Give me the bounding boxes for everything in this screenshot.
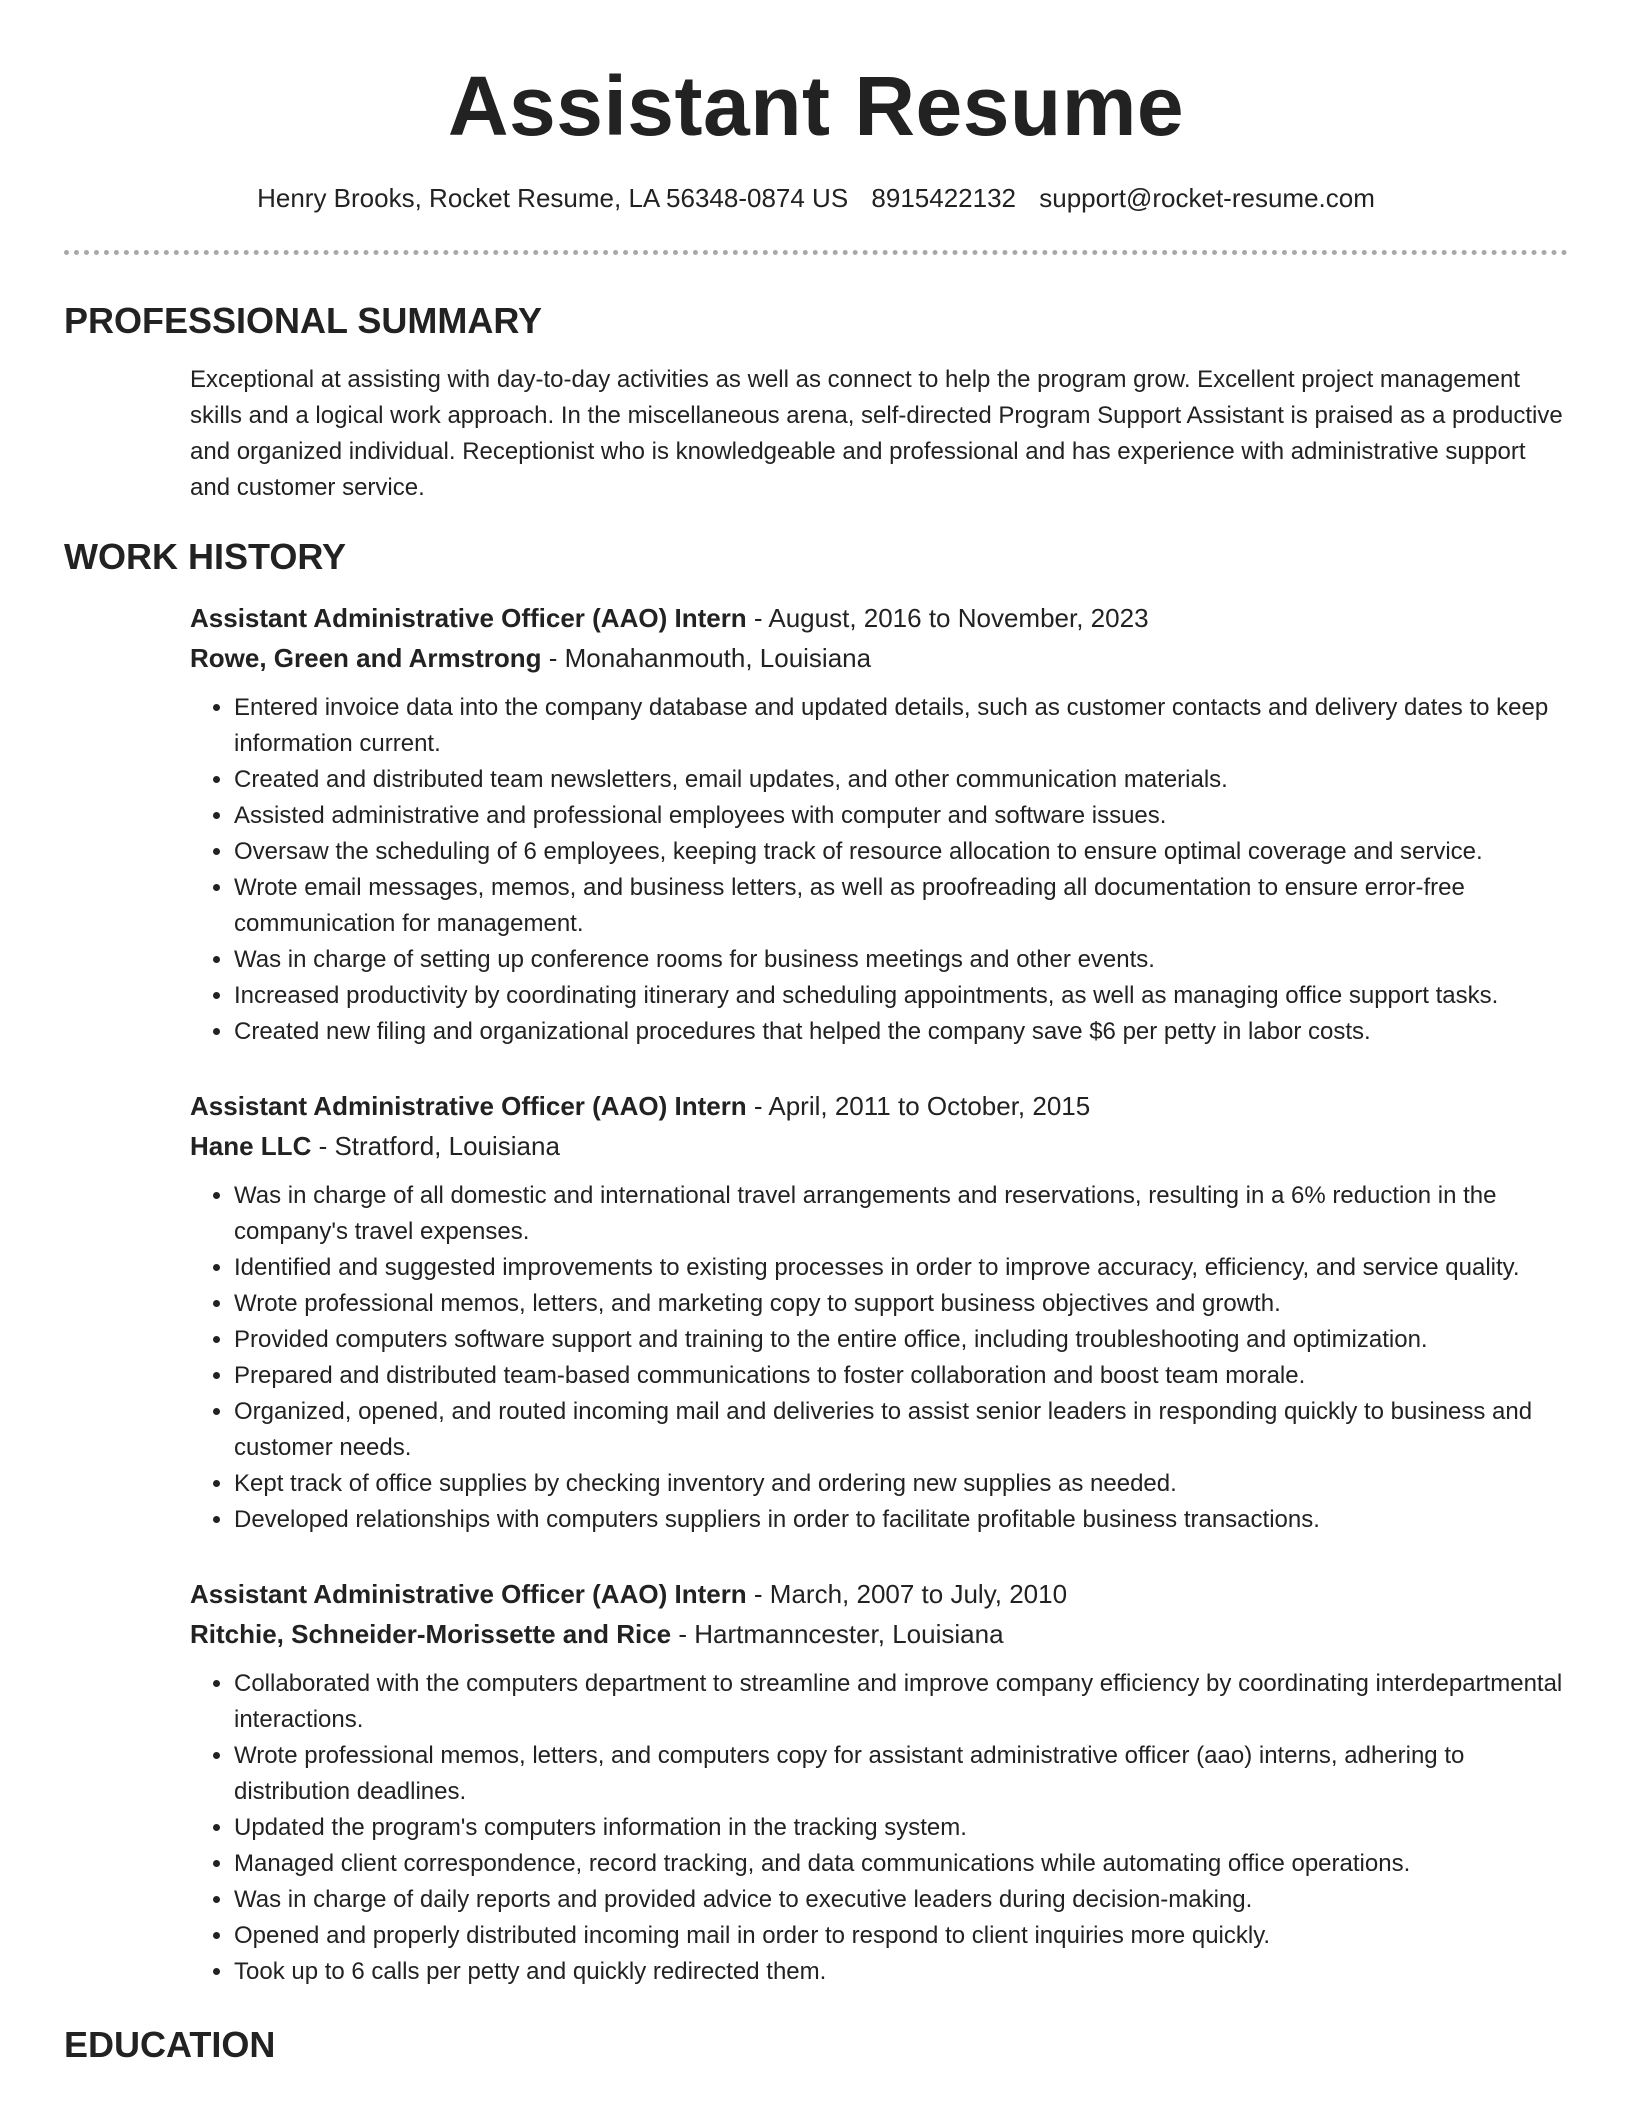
job-entry <box>190 598 1568 1050</box>
job-title: Assistant Administrative Officer (AAO) Intern <box>190 1579 747 1609</box>
duty-item: • Created and distributed team newsletters, email updates, and other communication materials. <box>234 762 1574 798</box>
duty-item: • Prepared and distributed team-based communications to foster collaboration and boost team morale. <box>234 1358 1574 1394</box>
job-company-line <box>190 638 1568 678</box>
job-dates: - August, 2016 to November, 2023 <box>746 603 1149 633</box>
summary-text: Exceptional at assisting with day-to-day activities as well as connect to help the program grow. Excellent project management skills and a logical work approach. In the miscellaneous arena, self-directed Program Support Assistant is praised as a productive and organized individual. Receptionist who is knowledgeable and professional and has experience with administrative support and customer service. <box>190 366 1563 501</box>
job-title-line <box>190 598 1568 638</box>
summary-heading: PROFESSIONAL SUMMARY <box>64 300 543 341</box>
duty-item: • Developed relationships with computers suppliers in order to facilitate profitable business transactions. <box>234 1502 1574 1538</box>
job-company-line <box>190 1126 1568 1166</box>
contact-line <box>0 180 1632 216</box>
duty-list <box>190 690 1574 1050</box>
duty-list <box>190 1178 1574 1538</box>
job-company-line <box>190 1614 1568 1654</box>
education-heading: EDUCATION <box>64 2024 276 2065</box>
duty-item: • Wrote email messages, memos, and business letters, as well as proofreading all documentation to ensure error-free communication for management. <box>234 870 1574 942</box>
duty-item: • Wrote professional memos, letters, and computers copy for assistant administrative officer (aao) interns, adhering to distribution deadlines. <box>234 1738 1574 1810</box>
duty-item: • Organized, opened, and routed incoming mail and deliveries to assist senior leaders in responding quickly to business and customer needs. <box>234 1394 1574 1466</box>
job-company: Hane LLC <box>190 1131 312 1161</box>
duty-item: • Collaborated with the computers department to streamline and improve company efficiency by coordinating interdepartmental interactions. <box>234 1666 1574 1738</box>
job-title-line <box>190 1574 1568 1614</box>
duty-item: • Oversaw the scheduling of 6 employees, keeping track of resource allocation to ensure optimal coverage and service. <box>234 834 1574 870</box>
duty-item: • Entered invoice data into the company database and updated details, such as customer contacts and delivery dates to keep information current. <box>234 690 1574 762</box>
duty-item: • Was in charge of daily reports and provided advice to executive leaders during decision-making. <box>234 1882 1574 1918</box>
duty-item: • Was in charge of all domestic and international travel arrangements and reservations, resulting in a 6% reduction in the company's travel expenses. <box>234 1178 1574 1250</box>
duty-item: • Took up to 6 calls per petty and quickly redirected them. <box>234 1954 1574 1990</box>
duty-item: • Identified and suggested improvements to existing processes in order to improve accuracy, efficiency, and service quality. <box>234 1250 1574 1286</box>
work-history-heading: WORK HISTORY <box>64 536 347 577</box>
summary-section <box>190 362 1568 506</box>
header-divider <box>64 250 1568 255</box>
contact-phone: 8915422132 <box>871 183 1017 213</box>
work-history-section <box>190 598 1568 1990</box>
job-location: - Monahanmouth, Louisiana <box>541 643 872 673</box>
duty-item: • Kept track of office supplies by checking inventory and ordering new supplies as needed. <box>234 1466 1574 1502</box>
duty-item: • Created new filing and organizational procedures that helped the company save $6 per petty in labor costs. <box>234 1014 1574 1050</box>
contact-address: Henry Brooks, Rocket Resume, LA 56348-0874 US <box>257 183 849 213</box>
job-title-line <box>190 1086 1568 1126</box>
job-location: - Hartmanncester, Louisiana <box>671 1619 1004 1649</box>
job-location: - Stratford, Louisiana <box>311 1131 560 1161</box>
duty-item: • Wrote professional memos, letters, and marketing copy to support business objectives and growth. <box>234 1286 1574 1322</box>
duty-item: • Managed client correspondence, record tracking, and data communications while automating office operations. <box>234 1846 1574 1882</box>
duty-item: • Opened and properly distributed incoming mail in order to respond to client inquiries more quickly. <box>234 1918 1574 1954</box>
job-title: Assistant Administrative Officer (AAO) Intern <box>190 603 747 633</box>
duty-list <box>190 1666 1574 1990</box>
duty-item: • Updated the program's computers information in the tracking system. <box>234 1810 1574 1846</box>
duty-item: • Increased productivity by coordinating itinerary and scheduling appointments, as well as managing office support tasks. <box>234 978 1574 1014</box>
job-company: Rowe, Green and Armstrong <box>190 643 542 673</box>
resume-title: Assistant Resume <box>447 59 1185 153</box>
duty-item: • Provided computers software support and training to the entire office, including troubleshooting and optimization. <box>234 1322 1574 1358</box>
job-dates: - March, 2007 to July, 2010 <box>746 1579 1068 1609</box>
job-company: Ritchie, Schneider-Morissette and Rice <box>190 1619 672 1649</box>
job-title: Assistant Administrative Officer (AAO) Intern <box>190 1091 747 1121</box>
duty-item: • Was in charge of setting up conference rooms for business meetings and other events. <box>234 942 1574 978</box>
contact-email: support@rocket-resume.com <box>1039 183 1375 213</box>
job-dates: - April, 2011 to October, 2015 <box>746 1091 1091 1121</box>
job-entry <box>190 1086 1568 1538</box>
job-entry <box>190 1574 1568 1990</box>
duty-item: • Assisted administrative and professional employees with computer and software issues. <box>234 798 1574 834</box>
resume-content <box>64 296 1568 2086</box>
